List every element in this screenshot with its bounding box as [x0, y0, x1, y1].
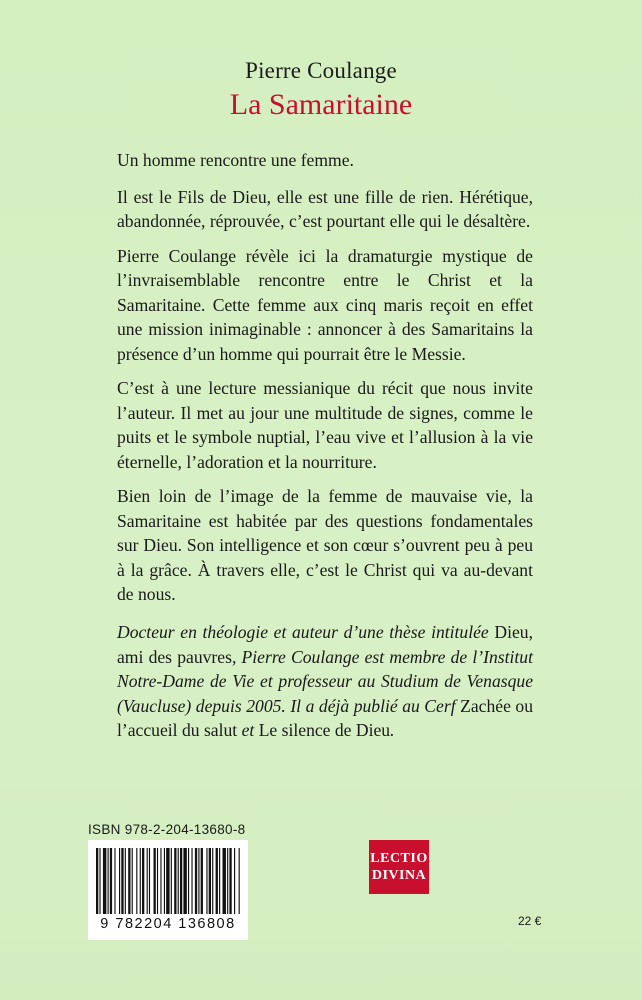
barcode-bar: [223, 848, 226, 914]
isbn-label: ISBN 978-2-204-13680-8: [88, 822, 246, 837]
blurb-paragraph-3: Pierre Coulange révèle ici la dramaturgie mystique de l’invraisemblable rencontre entre le Christ et la Samaritaine. Cette femme aux cinq maris reçoit en effet une mission inimaginable : annoncer à des Samaritains la présence d’un homme qui pourrait être le Messie.: [117, 245, 533, 364]
blurb-paragraph-1: Un homme rencontre une femme.: [117, 150, 354, 170]
barcode-bar: [128, 848, 130, 914]
barcode-bar: [198, 848, 199, 914]
barcode-bar: [201, 848, 203, 914]
book-title: La Samaritaine: [229, 88, 413, 121]
barcode-bar: [178, 848, 179, 914]
barcode-bar: [164, 848, 165, 914]
bio-text-2: , Pierre Coulange est membre de l’Institut Notre-Dame de Vie et professeur au Studium de Venasque (Vaucluse) depuis 2005. Il a déjà publié au Cerf: [117, 646, 533, 716]
barcode-bar: [229, 848, 231, 914]
barcode-bar: [119, 848, 120, 914]
barcode-bar: [160, 848, 161, 914]
barcode-bar: [103, 848, 106, 914]
author-bio: [117, 620, 533, 743]
barcode-bar: [166, 848, 169, 914]
barcode-bar: [216, 848, 218, 914]
barcode-bar: [206, 848, 207, 914]
barcode-bar: [110, 848, 112, 914]
barcode-bar: [154, 848, 156, 914]
barcode-bar: [171, 848, 172, 914]
publisher-logo: [369, 840, 429, 894]
barcode-bar: [234, 848, 235, 914]
barcode-bar: [180, 848, 182, 914]
barcode-bar: [108, 848, 109, 914]
barcode-bar: [227, 848, 228, 914]
barcode-bar: [239, 848, 240, 914]
logo-line-1: LECTIO: [370, 851, 428, 866]
barcode-digits: 9 782204 136808: [100, 916, 236, 932]
barcode-bar: [157, 848, 158, 914]
blurb-paragraph-2: Il est le Fils de Dieu, elle est une fille de rien. Hérétique, abandonnée, réprouvée, c’est pourtant elle qui le désaltère.: [117, 186, 533, 231]
barcode-bar: [132, 848, 133, 914]
barcode-bar: [99, 848, 100, 914]
barcode-bar: [191, 848, 192, 914]
bio-text-3: et: [237, 720, 259, 740]
bio-text-1: Docteur en théologie et auteur d’une thèse intitulée: [117, 622, 495, 642]
barcode-bar: [96, 848, 98, 914]
barcode-bar: [219, 848, 220, 914]
barcode-bar: [174, 848, 176, 914]
barcode: [88, 840, 248, 940]
barcode-bar: [195, 848, 197, 914]
bio-book-2: Zachée ou l’accueil du salut: [117, 695, 533, 740]
barcode-bar: [136, 848, 137, 914]
barcode-bar: [142, 848, 144, 914]
price-label: 22 €: [518, 914, 542, 928]
barcode-bar: [125, 848, 126, 914]
barcode-bar: [149, 848, 150, 914]
barcode-bars: [96, 848, 240, 914]
bio-book-1: Dieu, ami des pauvres: [117, 622, 533, 667]
blurb-text: [117, 148, 533, 617]
barcode-bar: [188, 848, 189, 914]
barcode-bar: [114, 848, 115, 914]
bio-text-4: .: [390, 720, 395, 740]
barcode-bar: [183, 848, 186, 914]
barcode-bar: [121, 848, 123, 914]
barcode-bar: [212, 848, 213, 914]
logo-line-2: DIVINA: [371, 868, 427, 883]
barcode-bar: [209, 848, 211, 914]
blurb-paragraph-5: Bien loin de l’image de la femme de mauvaise vie, la Samaritaine est habitée par des questions fondamentales sur Dieu. Son intelligence et son cœur s’ouvrent peu à peu à la grâce. À travers elle, c’est le Christ qui va au-devant de nous.: [117, 486, 533, 604]
author-name: Pierre Coulange: [245, 58, 397, 83]
barcode-bar: [140, 848, 141, 914]
barcode-bar: [147, 848, 148, 914]
blurb-paragraph-4: C’est à une lecture messianique du récit que nous invite l’auteur. Il met au jour une multitude de signes, comme le puits et le symbole nuptial, l’eau vive et l’allusion à la vie éternelle, l’adoration et la nourriture.: [117, 378, 533, 472]
bio-book-3: Le silence de Dieu: [258, 720, 391, 740]
